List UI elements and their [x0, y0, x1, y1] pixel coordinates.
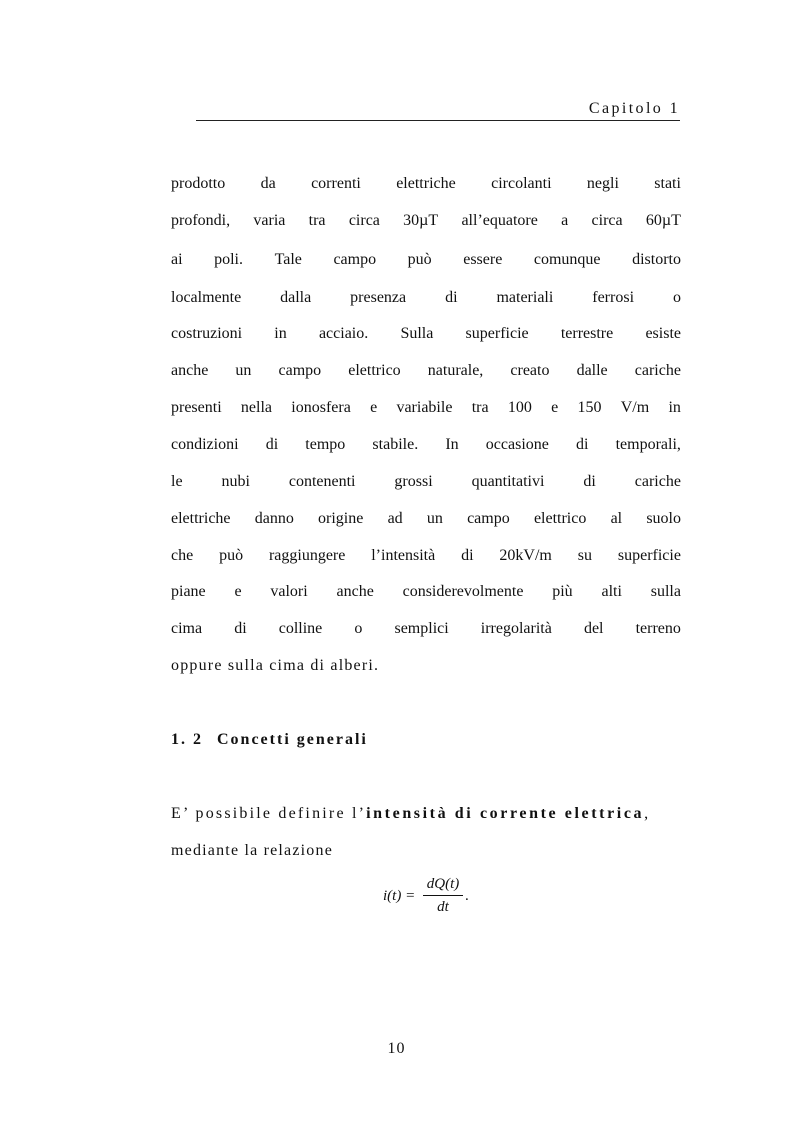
word: condizioni [171, 436, 239, 453]
word: considerevolmente [402, 583, 524, 600]
section-heading [171, 731, 368, 749]
word: piane [171, 583, 206, 600]
word: può [219, 547, 244, 564]
word: circa [591, 212, 623, 229]
word: irregolarità [480, 620, 552, 637]
word: superficie [465, 325, 529, 342]
word: grossi [394, 473, 433, 490]
word: 150 [577, 399, 602, 416]
word: ferrosi [592, 289, 635, 306]
word: nubi [221, 473, 250, 490]
word: naturale, [427, 362, 484, 379]
word: più [552, 583, 573, 600]
text-line [171, 288, 681, 308]
equation-fraction [423, 876, 463, 916]
word: che [171, 547, 194, 564]
word: circolanti [491, 175, 552, 192]
text-line [171, 324, 681, 344]
word: l’intensità [371, 547, 436, 564]
text-line [171, 174, 681, 194]
word: materiali [496, 289, 554, 306]
word: di [583, 473, 596, 490]
word: Tale [274, 251, 302, 268]
text-line [171, 509, 681, 529]
word: stati [654, 175, 681, 192]
word: di [265, 436, 279, 453]
definition-line [171, 804, 681, 824]
word: presenti [171, 399, 222, 416]
word: V/m [620, 399, 650, 416]
word: costruzioni [171, 325, 243, 342]
word: un [426, 510, 443, 527]
equation-denominator: dt [437, 899, 449, 915]
word: poli. [214, 251, 243, 268]
word: anche [171, 362, 209, 379]
word: acciaio. [318, 325, 369, 342]
word: di [234, 620, 247, 637]
text-line [171, 472, 681, 492]
word: elettriche [171, 510, 231, 527]
word: esiste [645, 325, 681, 342]
word: presenza [350, 289, 407, 306]
word: in [274, 325, 287, 342]
word: ionosfera [291, 399, 351, 416]
word: di [461, 547, 474, 564]
chapter-label: Capitolo 1 [588, 100, 680, 117]
equation-numerator: dQ(t) [423, 876, 463, 896]
word: localmente [171, 289, 242, 306]
word: elettrico [533, 510, 587, 527]
word: o [672, 289, 681, 306]
word: ai [171, 251, 183, 268]
word: 60µT [645, 212, 681, 229]
text-line [171, 211, 681, 231]
word: dalle [576, 362, 608, 379]
word: del [583, 620, 604, 637]
word: all’equatore [461, 212, 538, 229]
text-line-last: oppure sulla cima di alberi. [171, 657, 380, 674]
word: elettriche [396, 175, 456, 192]
equation-lhs: i(t) = [383, 888, 416, 904]
word: può [407, 251, 432, 268]
word: e [234, 583, 242, 600]
word: e [551, 399, 559, 416]
word: superficie [617, 547, 681, 564]
word: elettrico [348, 362, 401, 379]
word: di [445, 289, 458, 306]
text-line [171, 435, 681, 455]
word: alti [601, 583, 622, 600]
running-header [196, 100, 680, 121]
word: in [668, 399, 681, 416]
section-title: Concetti generali [217, 731, 368, 748]
word: e [370, 399, 378, 416]
definition-comma: , [644, 805, 651, 822]
word: su [577, 547, 592, 564]
word: di [576, 436, 589, 453]
text-line [171, 361, 681, 381]
word: cariche [634, 362, 681, 379]
text-line [171, 619, 681, 639]
word: anche [336, 583, 374, 600]
word: nella [240, 399, 273, 416]
text-line [171, 250, 681, 270]
word: campo [467, 510, 510, 527]
word: temporali, [615, 436, 681, 453]
definition-intro: E’ possibile definire l’ [171, 805, 367, 822]
word: occasione [485, 436, 549, 453]
word: tra [308, 212, 326, 229]
word: cima [171, 620, 203, 637]
word: da [260, 175, 276, 192]
word: campo [333, 251, 377, 268]
word: o [354, 620, 363, 637]
word: suolo [646, 510, 681, 527]
word: prodotto [171, 175, 226, 192]
word: profondi, [171, 212, 231, 229]
word: campo [278, 362, 322, 379]
text-line [171, 582, 681, 602]
word: negli [586, 175, 619, 192]
word: In [445, 436, 459, 453]
word: semplici [394, 620, 449, 637]
word: valori [270, 583, 308, 600]
word: variabile [396, 399, 453, 416]
text-line [171, 398, 681, 418]
word: danno [254, 510, 294, 527]
word: a [561, 212, 569, 229]
word: sulla [650, 583, 681, 600]
word: correnti [311, 175, 361, 192]
word: 30µT [403, 212, 439, 229]
word: origine [318, 510, 364, 527]
word: terreno [635, 620, 681, 637]
word: un [235, 362, 252, 379]
word: le [171, 473, 183, 490]
defined-term: intensità di corrente elettrica [366, 805, 645, 822]
word: circa [348, 212, 380, 229]
word: tempo [305, 436, 346, 453]
word: contenenti [288, 473, 356, 490]
word: Sulla [400, 325, 434, 342]
word: creato [510, 362, 550, 379]
word: tra [471, 399, 489, 416]
word: quantitativi [471, 473, 545, 490]
word: cariche [634, 473, 681, 490]
word: comunque [533, 251, 601, 268]
word: 100 [507, 399, 532, 416]
word: al [610, 510, 623, 527]
equation-end: . [465, 888, 469, 904]
definition-line-2: mediante la relazione [171, 842, 334, 859]
word: distorto [632, 251, 681, 268]
page-number: 10 [387, 1040, 406, 1057]
word: 20kV/m [499, 547, 552, 564]
word: varia [253, 212, 286, 229]
word: dalla [280, 289, 312, 306]
word: colline [278, 620, 323, 637]
word: essere [463, 251, 503, 268]
word: stabile. [372, 436, 419, 453]
section-number: 1. 2 [171, 731, 203, 748]
word: raggiungere [268, 547, 346, 564]
word: ad [387, 510, 403, 527]
text-line [171, 546, 681, 566]
word: terrestre [560, 325, 614, 342]
